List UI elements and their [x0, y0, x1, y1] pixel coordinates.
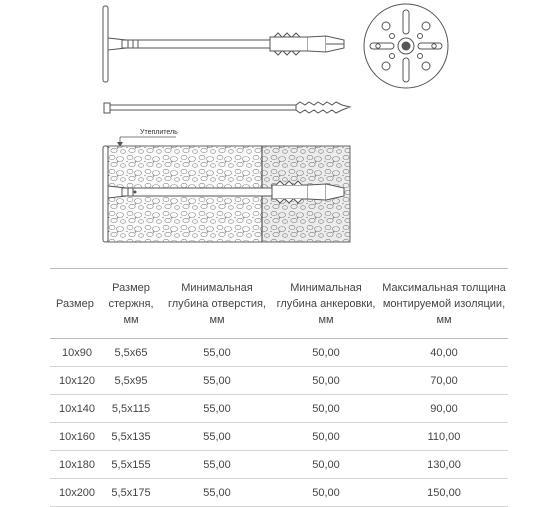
- cell-rod-size: 5,5x65: [100, 339, 162, 367]
- cell-size: 10x180: [50, 451, 100, 479]
- header-max-insulation-thickness: Максимальная толщина монтируемой изоляции, мм: [380, 269, 508, 339]
- cell-max-insulation: 40,00: [380, 339, 508, 367]
- cell-min-anchor-depth: 50,00: [272, 423, 380, 451]
- cell-size: 10x90: [50, 339, 100, 367]
- table-row: [50, 451, 508, 479]
- cell-min-anchor-depth: 50,00: [272, 479, 380, 507]
- header-rod-size: Размер стержня, мм: [100, 269, 162, 339]
- table-header-row: [50, 269, 508, 339]
- cell-rod-size: 5,5x175: [100, 479, 162, 507]
- table-row: [50, 479, 508, 507]
- cell-rod-size: 5,5x95: [100, 367, 162, 395]
- cell-min-hole-depth: 55,00: [162, 479, 272, 507]
- dowel-washer-front-view: [364, 4, 448, 88]
- cell-max-insulation: 110,00: [380, 423, 508, 451]
- table-row: [50, 395, 508, 423]
- cell-min-hole-depth: 55,00: [162, 423, 272, 451]
- cell-rod-size: 5,5x135: [100, 423, 162, 451]
- cell-min-anchor-depth: 50,00: [272, 367, 380, 395]
- table-row: [50, 423, 508, 451]
- cell-size: 10x160: [50, 423, 100, 451]
- cell-min-anchor-depth: 50,00: [272, 339, 380, 367]
- cell-size: 10x200: [50, 479, 100, 507]
- header-size: Размер: [50, 269, 100, 339]
- dowel-spec-table: [50, 268, 508, 507]
- cell-size: 10x140: [50, 395, 100, 423]
- insulation-label: Утеплитель: [140, 129, 178, 136]
- installation-section: [103, 129, 350, 242]
- table-row: [50, 367, 508, 395]
- header-min-anchor-depth: Минимальная глубина анкеровки, мм: [272, 269, 380, 339]
- cell-max-insulation: 70,00: [380, 367, 508, 395]
- cell-min-hole-depth: 55,00: [162, 339, 272, 367]
- cell-min-hole-depth: 55,00: [162, 367, 272, 395]
- table-row: [50, 339, 508, 367]
- cell-rod-size: 5,5x115: [100, 395, 162, 423]
- cell-rod-size: 5,5x155: [100, 451, 162, 479]
- dowel-side-view: [103, 6, 344, 82]
- cell-max-insulation: 150,00: [380, 479, 508, 507]
- cell-min-hole-depth: 55,00: [162, 451, 272, 479]
- cell-min-anchor-depth: 50,00: [272, 451, 380, 479]
- cell-max-insulation: 130,00: [380, 451, 508, 479]
- cell-size: 10x120: [50, 367, 100, 395]
- dowel-nail: [104, 102, 350, 113]
- cell-min-anchor-depth: 50,00: [272, 395, 380, 423]
- cell-max-insulation: 90,00: [380, 395, 508, 423]
- cell-min-hole-depth: 55,00: [162, 395, 272, 423]
- header-min-hole-depth: Минимальная глубина отверстия, мм: [162, 269, 272, 339]
